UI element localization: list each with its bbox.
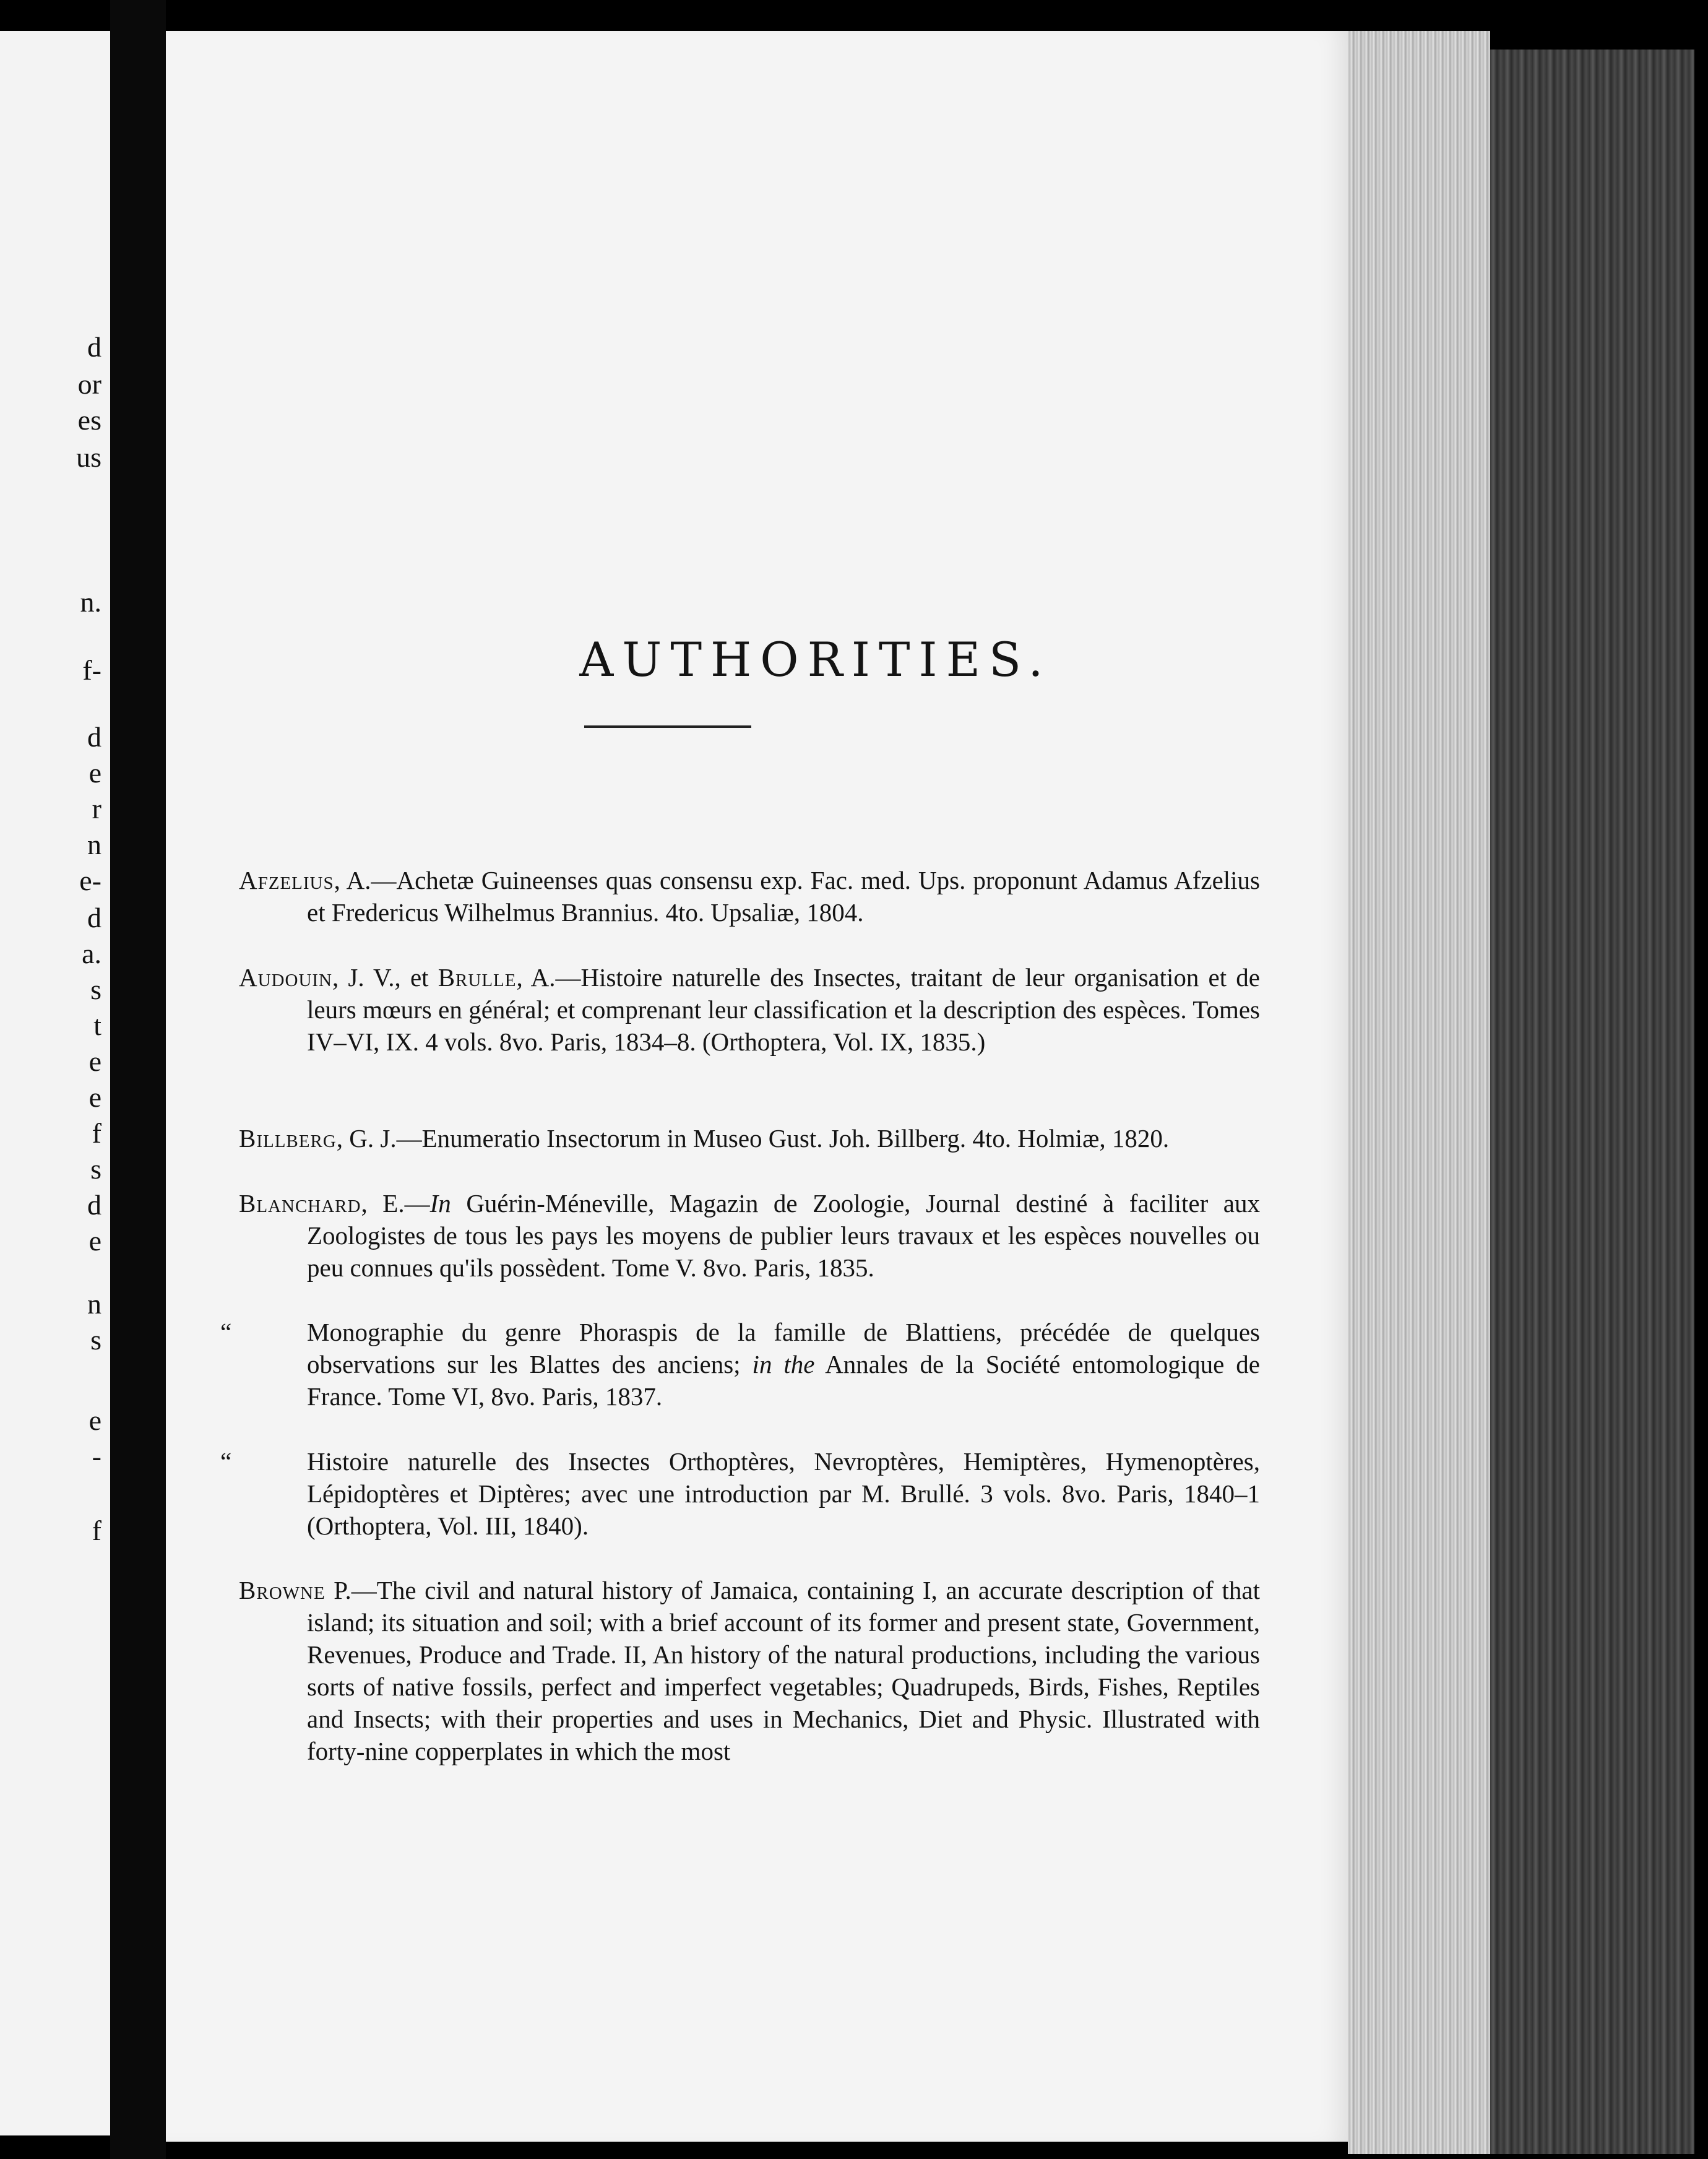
page-title: AUTHORITIES.: [579, 631, 1052, 687]
left-page-fragment: us: [76, 441, 101, 473]
left-page-fragment: e-: [79, 865, 101, 896]
left-page-fragment: or: [77, 368, 101, 400]
ditto-mark: “: [220, 1447, 232, 1476]
left-page-fragment: es: [77, 404, 101, 436]
left-page-fragment: t: [93, 1010, 101, 1041]
left-page-fragment: s: [90, 974, 101, 1005]
previous-page-edge: [0, 31, 110, 2135]
book-gutter: [110, 0, 166, 2159]
entry-text: , G. J.—Enumeratio Insectorum in Museo Gust. Joh. Billberg. 4to. Holmiæ, 1820.: [336, 1124, 1170, 1153]
left-page-fragment: -: [92, 1440, 101, 1472]
left-page-fragment: e: [88, 757, 101, 789]
left-page-fragment: f: [92, 1515, 101, 1546]
entry-text: Annales de la Société entomologique de France. Tome VI, 8vo. Paris, 1837.: [307, 1350, 1260, 1411]
entry-text: P.—The civil and natural history of Jamaica, containing I, an accurate description of that island; its situation and soil; with a brief account of its former and present state, Government, Revenues, Produce and Trade. II, An history of the natural productions, including the various sorts of native fossils, perfect and imperfect vegetables; Quadrupeds, Birds, Fishes, Reptiles and Insects; with their properties and uses in Mechanics, Diet and Physic. Illustrated with forty-nine copperplates in which the most: [307, 1576, 1260, 1765]
left-page-fragment: n: [87, 1288, 101, 1320]
left-page-fragment: f: [92, 1117, 101, 1149]
entry-text: Guérin-Méneville, Magazin de Zoologie, Journal destiné à faciliter aux Zoologistes de tous les pays les moyens de publier leurs travaux et les espèces nouvelles ou peu connues qu'ils possèdent. Tome V. 8vo. Paris, 1835.: [307, 1189, 1260, 1282]
entry-text: , E.—: [361, 1189, 430, 1218]
entry-author: Browne: [239, 1576, 326, 1604]
entry-author: Blanchard: [239, 1189, 361, 1218]
left-page-fragment: s: [90, 1153, 101, 1185]
entry-author: Afzelius: [239, 866, 334, 894]
bibliography-entry-audouin: [239, 961, 1260, 1058]
left-page-fragment: d: [87, 331, 101, 363]
left-page-fragment: a.: [82, 938, 101, 969]
left-page-fragment: d: [87, 721, 101, 753]
left-page-fragment: e: [88, 1404, 101, 1436]
bibliography-entry-blanchard: [239, 1187, 1260, 1284]
left-page-fragment: f-: [82, 654, 101, 686]
entry-text: Histoire naturelle des Insectes Orthoptères, Nevroptères, Hemiptères, Hymenoptères, Lépidoptères et Diptères; avec une introduction par M. Brullé. 3 vols. 8vo. Paris, 1840–1 (Orthoptera, Vol. III, 1840).: [307, 1447, 1260, 1540]
bibliography-entry-browne: [239, 1574, 1260, 1767]
authorities-page: [166, 31, 1348, 2142]
entry-coauthor: Brulle: [438, 963, 517, 992]
book-cover-edge: [1490, 50, 1694, 2154]
bibliography-entry-afzelius: [239, 864, 1260, 928]
left-page-fragment: d: [87, 902, 101, 933]
entry-text: Monographie du genre Phoraspis de la famille de Blattiens, précédée de quelques observations sur les Blattes des anciens;: [307, 1318, 1260, 1378]
left-page-fragment: d: [87, 1189, 101, 1221]
ditto-mark: “: [220, 1318, 232, 1346]
left-page-fragment: n: [87, 829, 101, 860]
title-rule: [584, 725, 751, 728]
entry-author: Audouin: [239, 963, 332, 992]
entry-text: , A.—Histoire naturelle des Insectes, traitant de leur organisation et de leurs mœurs en général; et comprenant leur classification et la description des espèces. Tomes IV–VI, IX. 4 vols. 8vo. Paris, 1834–8. (Orthoptera, Vol. IX, 1835.): [307, 963, 1260, 1056]
left-page-fragment: e: [88, 1081, 101, 1113]
entry-text: , A.—Achetæ Guineenses quas consensu exp. Fac. med. Ups. proponunt Adamus Afzelius et Fredericus Wilhelmus Brannius. 4to. Upsaliæ, 1804.: [307, 866, 1260, 927]
bibliography-entry-blanchard-1840: [220, 1445, 1260, 1542]
page-block-edge: [1348, 31, 1490, 2154]
entry-author: Billberg: [239, 1124, 337, 1153]
entry-italic: in the: [752, 1350, 815, 1378]
left-page-fragment: e: [88, 1045, 101, 1077]
left-page-fragment: n.: [80, 586, 101, 618]
bibliography-entry-billberg: [239, 1122, 1260, 1154]
entry-text: , J. V., et: [332, 963, 438, 992]
left-page-fragment: r: [92, 793, 101, 824]
bibliography-entry-blanchard-1837: [220, 1316, 1260, 1413]
entry-italic: In: [429, 1189, 451, 1218]
left-page-fragment: s: [90, 1324, 101, 1356]
left-page-fragment: e: [88, 1225, 101, 1257]
